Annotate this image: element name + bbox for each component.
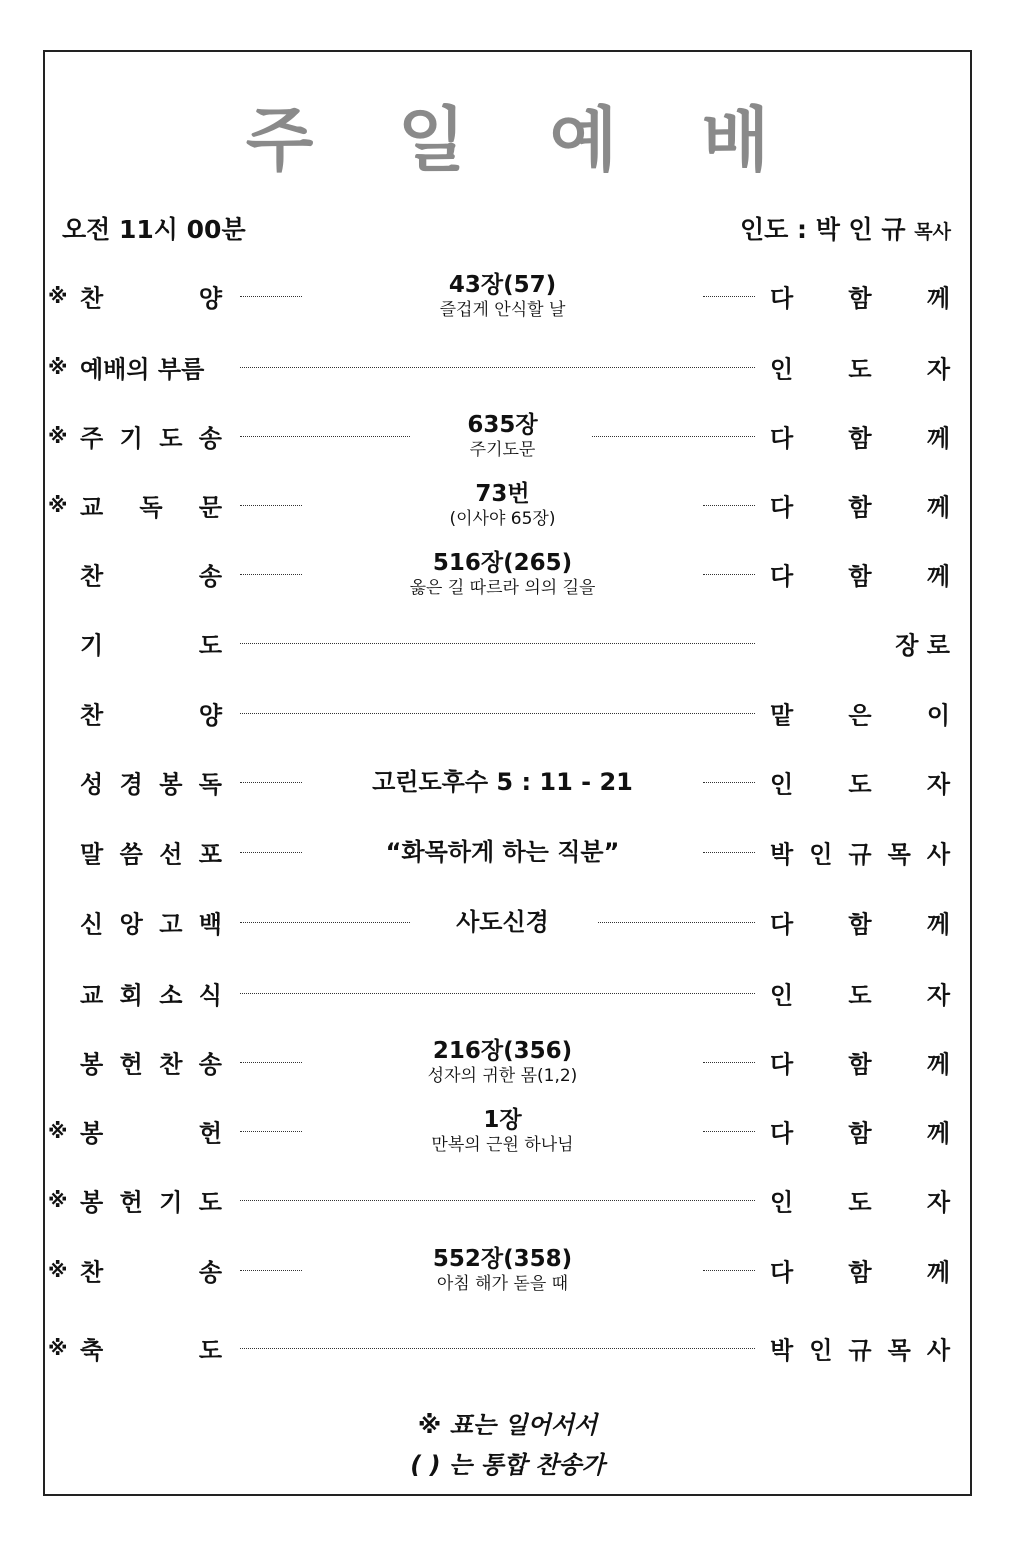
- standing-mark: ※: [48, 1119, 68, 1143]
- dotted-leader: [703, 1270, 755, 1271]
- row-content: [305, 480, 700, 530]
- row-label: 찬 양: [80, 701, 222, 730]
- standing-mark: ※: [48, 1336, 68, 1360]
- reading-passage: (이사야 65장): [449, 509, 556, 529]
- row-content: [305, 837, 700, 867]
- hymnal-note: ( ) 는 통합 찬송가: [410, 1451, 605, 1479]
- order-row-anthem: [0, 683, 1015, 743]
- dotted-leader: [240, 993, 755, 994]
- row-label: 봉 헌: [80, 1119, 222, 1148]
- row-content: [305, 1106, 700, 1156]
- row-performer: 다 함 께: [770, 424, 950, 453]
- order-row-prayer: [0, 613, 1015, 673]
- reading-number: 73번: [475, 481, 530, 507]
- row-performer: 다 함 께: [770, 562, 950, 591]
- row-label: 찬 송: [80, 1258, 222, 1287]
- hymn-title: 성자의 귀한 몸(1,2): [427, 1066, 578, 1086]
- dotted-leader: [592, 436, 755, 437]
- dotted-leader: [240, 643, 755, 644]
- row-performer: 장 로: [895, 631, 950, 660]
- row-content: [305, 1245, 700, 1295]
- row-label: 교 회 소 식: [80, 981, 222, 1010]
- row-label: 찬 양: [80, 284, 222, 313]
- row-label: 교 독 문: [80, 493, 222, 522]
- row-performer: 다 함 께: [770, 1258, 950, 1287]
- dotted-leader: [240, 852, 302, 853]
- dotted-leader: [598, 922, 755, 923]
- hymn-number: 216장(356): [432, 1038, 573, 1064]
- dotted-leader: [703, 505, 755, 506]
- row-label: 기 도: [80, 631, 222, 660]
- row-performer: 인 도 자: [770, 981, 950, 1010]
- row-label: 예배의 부름: [80, 355, 205, 384]
- leader-title: 목사: [914, 221, 951, 243]
- dotted-leader: [240, 1270, 302, 1271]
- dotted-leader: [703, 1062, 755, 1063]
- dotted-leader: [240, 1348, 755, 1349]
- row-content: [305, 1037, 700, 1087]
- standing-mark: ※: [48, 1188, 68, 1212]
- row-label: 축 도: [80, 1336, 222, 1365]
- dotted-leader: [240, 367, 755, 368]
- dotted-leader: [240, 713, 755, 714]
- order-row-closing-hymn: [0, 1240, 1015, 1300]
- dotted-leader: [703, 574, 755, 575]
- order-row-benediction: [0, 1318, 1015, 1378]
- order-row-offertory-hymn: [0, 1032, 1015, 1092]
- dotted-leader: [240, 296, 302, 297]
- standing-mark: ※: [48, 424, 68, 448]
- order-row-announcements: [0, 963, 1015, 1023]
- row-content: [305, 549, 700, 599]
- leader-name: 인도 : 박 인 규: [740, 215, 915, 244]
- row-performer: 인 도 자: [770, 355, 950, 384]
- dotted-leader: [240, 1062, 302, 1063]
- row-performer: 다 함 께: [770, 493, 950, 522]
- row-performer: 인 도 자: [770, 770, 950, 799]
- hymn-number: 1장: [483, 1107, 522, 1133]
- order-row-creed: [0, 892, 1015, 952]
- creed-name: 사도신경: [456, 908, 549, 936]
- dotted-leader: [240, 1200, 755, 1201]
- hymn-title: 주기도문: [469, 440, 536, 460]
- dotted-leader: [240, 782, 302, 783]
- standing-mark: ※: [48, 1258, 68, 1282]
- dotted-leader: [703, 1131, 755, 1132]
- dotted-leader: [240, 1131, 302, 1132]
- scripture-reference: 고린도후수 5 : 11 - 21: [372, 768, 633, 796]
- row-performer: 박 인 규 목 사: [770, 840, 950, 869]
- page-title: 주 일 예 배: [245, 99, 800, 181]
- row-label: 말 씀 선 포: [80, 840, 222, 869]
- row-performer: 인 도 자: [770, 1188, 950, 1217]
- standing-mark: ※: [48, 284, 68, 308]
- service-leader: [740, 213, 951, 249]
- row-label: 찬 송: [80, 562, 222, 591]
- row-label: 신 앙 고 백: [80, 910, 222, 939]
- row-performer: 다 함 께: [770, 284, 950, 313]
- order-row-scripture-reading: [0, 752, 1015, 812]
- row-performer: 맡 은 이: [770, 701, 950, 730]
- row-performer: 박 인 규 목 사: [770, 1336, 950, 1365]
- order-row-lords-prayer-song: [0, 406, 1015, 466]
- dotted-leader: [703, 782, 755, 783]
- hymn-title: 옳은 길 따르라 의의 길을: [409, 578, 596, 598]
- row-performer: 다 함 께: [770, 1050, 950, 1079]
- row-label: 주 기 도 송: [80, 424, 222, 453]
- standing-mark: ※: [48, 493, 68, 517]
- order-row-praise: [0, 266, 1015, 326]
- order-row-offertory-prayer: [0, 1170, 1015, 1230]
- row-label: 봉 헌 찬 송: [80, 1050, 222, 1079]
- hymn-title: 즐겁게 안식할 날: [439, 300, 566, 320]
- sermon-title: “화목하게 하는 직분”: [385, 838, 620, 866]
- dotted-leader: [703, 296, 755, 297]
- row-performer: 다 함 께: [770, 1119, 950, 1148]
- order-row-sermon: [0, 822, 1015, 882]
- standing-note: ※ 표는 일어서서: [417, 1411, 598, 1439]
- row-label: 봉 헌 기 도: [80, 1188, 222, 1217]
- order-row-offering: [0, 1101, 1015, 1161]
- order-row-call-to-worship: [0, 337, 1015, 397]
- row-label: 성 경 봉 독: [80, 770, 222, 799]
- order-row-hymn: [0, 544, 1015, 604]
- row-content: [305, 767, 700, 797]
- order-row-responsive-reading: [0, 475, 1015, 535]
- hymn-title: 아침 해가 돋을 때: [436, 1274, 569, 1294]
- hymn-number: 552장(358): [432, 1246, 573, 1272]
- hymn-title: 만복의 근원 하나님: [431, 1135, 574, 1155]
- hymn-number: 635장: [467, 412, 538, 438]
- dotted-leader: [240, 505, 302, 506]
- dotted-leader: [703, 852, 755, 853]
- service-time: 오전 11시 00분: [62, 215, 246, 244]
- row-performer: 다 함 께: [770, 910, 950, 939]
- hymn-number: 516장(265): [432, 550, 573, 576]
- row-content: [305, 271, 700, 321]
- hymn-number: 43장(57): [448, 272, 557, 298]
- standing-mark: ※: [48, 355, 68, 379]
- dotted-leader: [240, 574, 302, 575]
